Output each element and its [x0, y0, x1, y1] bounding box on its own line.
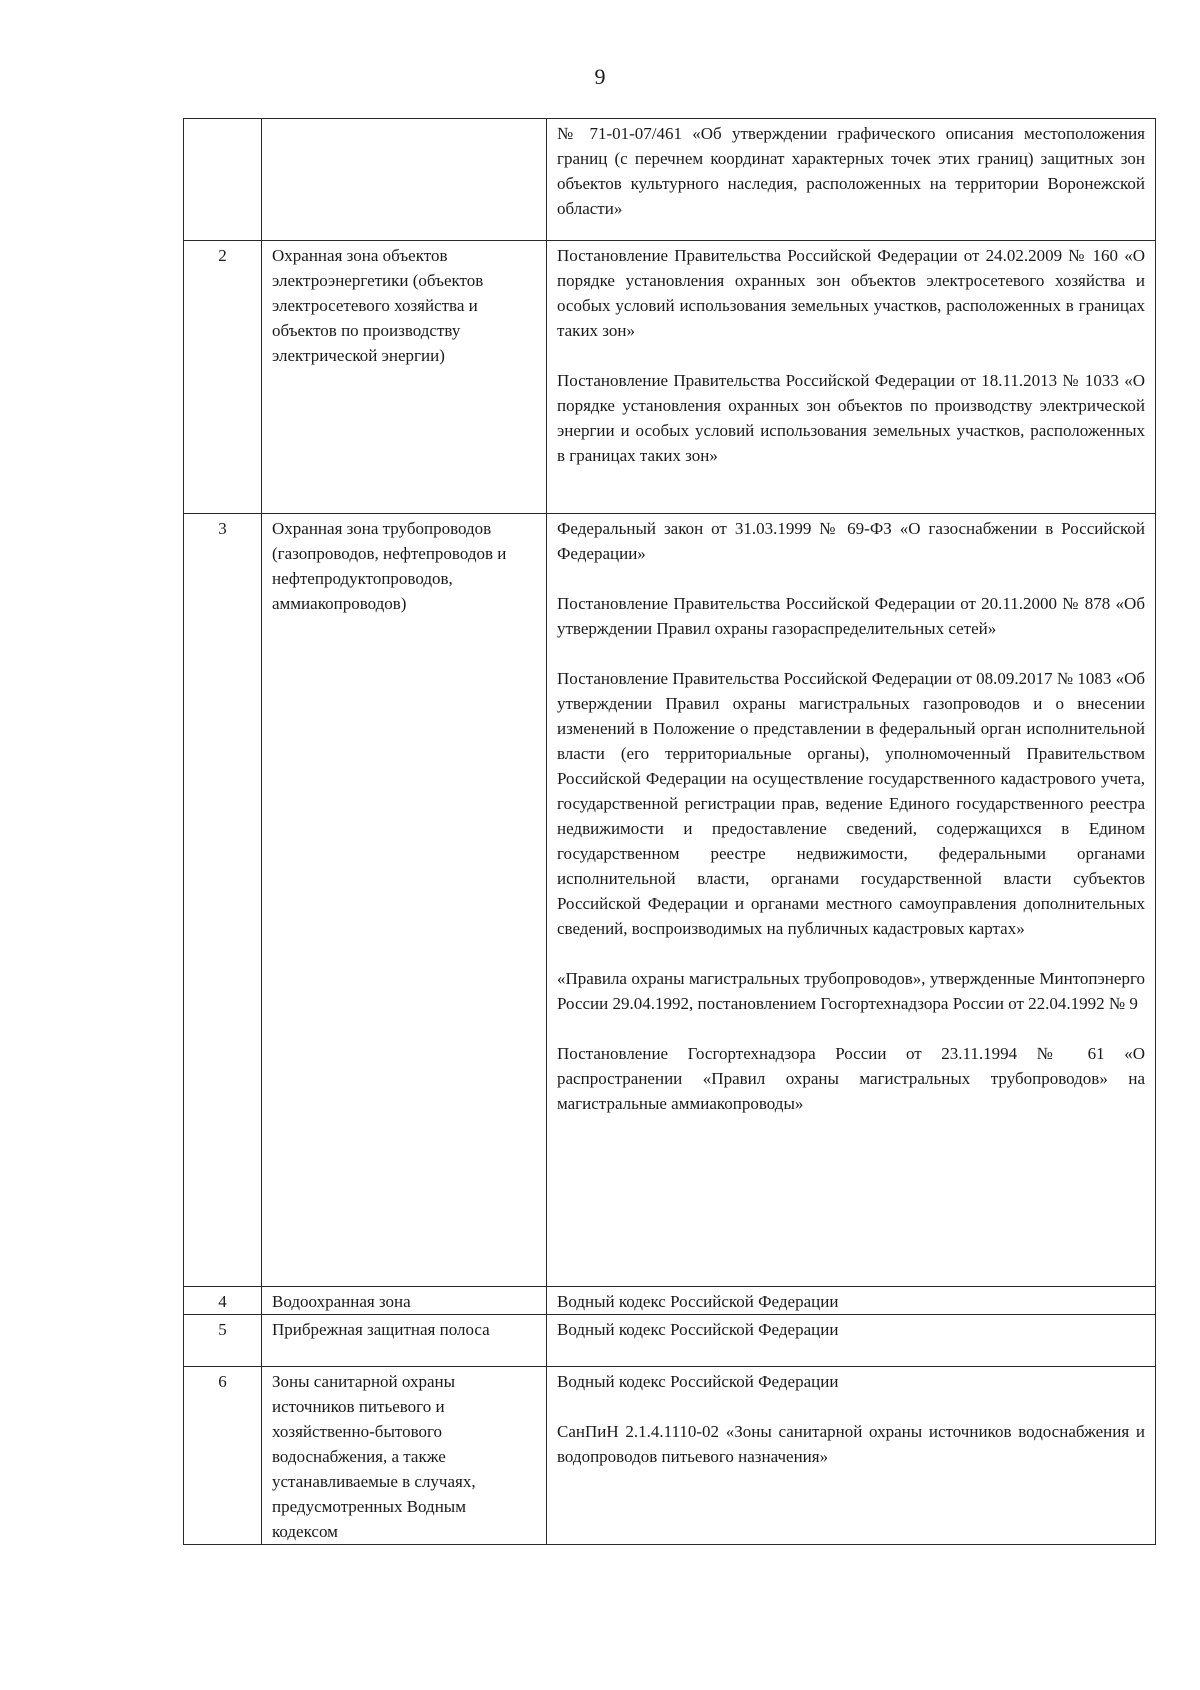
document-paragraph: «Правила охраны магистральных трубопроводов», утвержденные Минтопэнерго России 29.04.1992, постановлением Госгортехнадзора России от 22.04.1992 № 9 — [557, 969, 1145, 1013]
row-number — [184, 119, 262, 241]
document-paragraph: Федеральный закон от 31.03.1999 № 69-ФЗ «О газоснабжении в Российской Федерации» — [557, 519, 1145, 563]
row-number: 5 — [184, 1315, 262, 1367]
document-paragraph: Постановление Правительства Российской Федерации от 18.11.2013 № 1033 «О порядке установления охранных зон объектов по производству электрической энергии и особых условий использования земельных участков, расположенных в границах таких зон» — [557, 371, 1145, 465]
zone-name — [262, 119, 547, 241]
table-row — [184, 1367, 1156, 1545]
document-paragraph: Постановление Правительства Российской Федерации от 20.11.2000 № 878 «Об утверждении Правил охраны газораспределительных сетей» — [557, 594, 1145, 638]
legal-documents — [547, 514, 1156, 1287]
legal-documents — [547, 241, 1156, 514]
legal-documents — [547, 1315, 1156, 1367]
row-number: 6 — [184, 1367, 262, 1545]
document-paragraph: Водный кодекс Российской Федерации — [557, 1372, 839, 1391]
legal-documents — [547, 1287, 1156, 1315]
document-paragraph: Постановление Госгортехнадзора России от 23.11.1994 № 61 «О распространении «Правил охраны магистральных трубопроводов» на магистральные аммиакопроводы» — [557, 1044, 1145, 1113]
document-paragraph: СанПиН 2.1.4.1110-02 «Зоны санитарной охраны источников водоснабжения и водопроводов питьевого назначения» — [557, 1422, 1145, 1466]
zone-name: Охранная зона трубопроводов (газопроводов, нефтепроводов и нефтепродуктопроводов, аммиакопроводов) — [262, 514, 547, 1287]
document-paragraph: Водный кодекс Российской Федерации — [557, 1292, 839, 1311]
table-row — [184, 119, 1156, 241]
legal-documents — [547, 119, 1156, 241]
table-row — [184, 514, 1156, 1287]
row-number: 3 — [184, 514, 262, 1287]
table-row — [184, 1287, 1156, 1315]
zone-name: Охранная зона объектов электроэнергетики (объектов электросетевого хозяйства и объектов по производству электрической энергии) — [262, 241, 547, 514]
row-number: 2 — [184, 241, 262, 514]
zone-name: Прибрежная защитная полоса — [262, 1315, 547, 1367]
page-number: 9 — [594, 64, 606, 89]
zone-name: Зоны санитарной охраны источников питьевого и хозяйственно-бытового водоснабжения, а также устанавливаемые в случаях, предусмотренных Водным кодексом — [262, 1367, 547, 1545]
document-paragraph: Водный кодекс Российской Федерации — [557, 1320, 839, 1339]
document-paragraph: № 71-01-07/461 «Об утверждении графического описания местоположения границ (с перечнем координат характерных точек этих границ) защитных зон объектов культурного наследия, расположенных на территории Воронежской области» — [557, 124, 1145, 218]
regulations-table — [183, 118, 1156, 1545]
document-paragraph: Постановление Правительства Российской Федерации от 08.09.2017 № 1083 «Об утверждении Правил охраны магистральных газопроводов и о внесении изменений в Положение о представлении в федеральный орган исполнительной власти (его территориальные органы), уполномоченный Правительством Российской Федерации на осуществление государственного кадастрового учета, государственной регистрации прав, ведение Единого государственного реестра недвижимости и предоставление сведений, содержащихся в Едином государственном реестре недвижимости, федеральными органами исполнительной власти, органами государственной власти субъектов Российской Федерации и органами местного самоуправления дополнительных сведений, воспроизводимых на публичных кадастровых картах» — [557, 669, 1145, 938]
table-row — [184, 1315, 1156, 1367]
row-number: 4 — [184, 1287, 262, 1315]
zone-name: Водоохранная зона — [262, 1287, 547, 1315]
document-paragraph: Постановление Правительства Российской Федерации от 24.02.2009 № 160 «О порядке установления охранных зон объектов электросетевого хозяйства и особых условий использования земельных участков, расположенных в границах таких зон» — [557, 246, 1145, 340]
legal-documents — [547, 1367, 1156, 1545]
table-row — [184, 241, 1156, 514]
